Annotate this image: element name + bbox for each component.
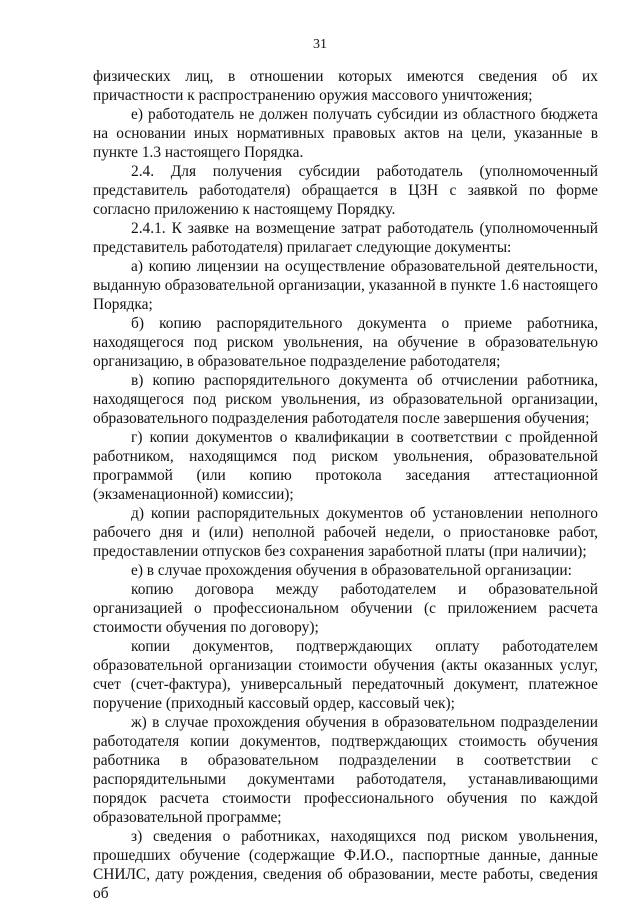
paragraph: физических лиц, в отношении которых имеются сведения об их причастности к распространению оружия массового уничтожения; [93, 68, 598, 104]
paragraph: копию договора между работодателем и образовательной организацией о профессиональном обучении (с приложением расчета стоимости обучения по договору); [93, 581, 598, 636]
paragraph: 2.4.1. К заявке на возмещение затрат работодатель (уполномоченный представитель работодателя) прилагает следующие документы: [93, 220, 598, 256]
paragraph: е) работодатель не должен получать субсидии из областного бюджета на основании иных нормативных правовых актов на цели, указанные в пункте 1.3 настоящего Порядка. [93, 106, 598, 161]
paragraph: в) копию распорядительного документа об отчислении работника, находящегося под риском увольнения, из образовательной организации, образовательного подразделения работодателя после завершения обучения; [93, 372, 598, 427]
document-body [93, 67, 598, 903]
paragraph: г) копии документов о квалификации в соответствии с пройденной работником, находящимся под риском увольнения, образовательной программой (или копию протокола заседания аттестационной (экзаменационной) комиссии); [93, 429, 598, 503]
paragraph: е) в случае прохождения обучения в образовательной организации: [131, 562, 572, 579]
paragraph: 2.4. Для получения субсидии работодатель (уполномоченный представитель работодателя) обращается в ЦЗН с заявкой по форме согласно приложению к настоящему Порядку. [93, 163, 598, 218]
paragraph: з) сведения о работниках, находящихся под риском увольнения, прошедших обучение (содержащие Ф.И.О., паспортные данные, данные СНИЛС, дату рождения, сведения об образовании, месте работы, сведения об [93, 828, 598, 902]
paragraph: б) копию распорядительного документа о приеме работника, находящегося под риском увольнения, на обучение в образовательную организацию, в образовательное подразделение работодателя; [93, 315, 598, 370]
paragraph: д) копии распорядительных документов об установлении неполного рабочего дня и (или) неполной рабочей недели, о приостановке работ, предоставлении отпусков без сохранения заработной платы (при наличии); [93, 505, 598, 560]
paragraph: ж) в случае прохождения обучения в образовательном подразделении работодателя копии документов, подтверждающих стоимость обучения работника в образовательном подразделении в соответствии с распорядительными документами работодателя, устанавливающими порядок расчета стоимости профессионального обучения по каждой образовательной программе; [93, 714, 598, 826]
paragraph: а) копию лицензии на осуществление образовательной деятельности, выданную образовательной организации, указанной в пункте 1.6 настоящего Порядка; [93, 258, 598, 313]
page-number: 31 [313, 37, 327, 52]
paragraph: копии документов, подтверждающих оплату работодателем образовательной организации стоимости обучения (акты оказанных услуг, счет (счет-фактура), универсальный передаточный документ, платежное поручение (приходный кассовый ордер, кассовый чек); [93, 638, 598, 712]
